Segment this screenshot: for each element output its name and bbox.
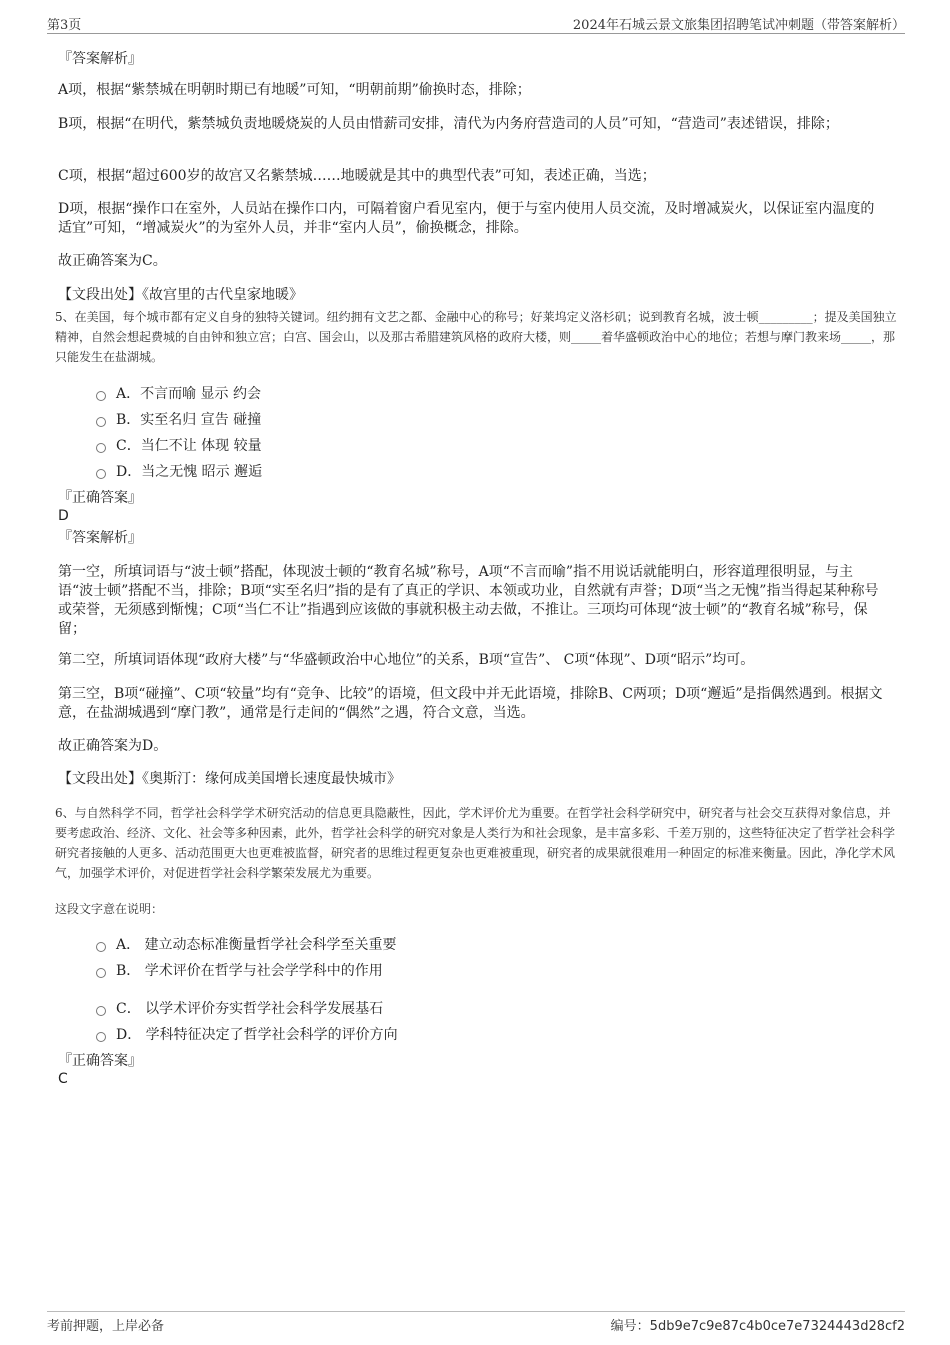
radio-icon[interactable] <box>96 469 106 479</box>
radio-icon[interactable] <box>96 417 106 427</box>
q6-correct-label: 『正确答案』 <box>58 1053 142 1069</box>
q4-analysis-label: 『答案解析』 <box>58 51 142 67</box>
q6-option-b[interactable] <box>96 960 383 980</box>
q5-stem: 5、在美国，每个城市都有定义自身的独特关键词。纽约拥有文艺之都、金融中心的称号；好莱坞定义洛杉矶；说到教育名城，波士顿_________；提及美国独立精神，自然会想起费城的自由钟和独立宫；白宫、国会山，以及那古希腊建筑风格的政府大楼，则_____着华盛顿政治中心的地位；若想与摩门教来场_____，那只能发生在盐湖城。 <box>55 310 897 364</box>
q4-analysis-a: A项，根据“紫禁城在明朝时期已有地暖”可知，“明朝前期”偷换时态，排除； <box>58 82 531 98</box>
q5-option-c[interactable] <box>96 435 262 455</box>
document-id: 编号：5db9e7c9e87c4b0ce7e7324443d28cf2 <box>610 1319 905 1334</box>
q4-analysis-d: D项，根据“操作口在室外，人员站在操作口内，可隔着窗户看见室内，便于与室内使用人员交流，及时增减炭火，以保证室内温度的适宜”可知，“增减炭火”的为室外人员，并非“室内人员”，偷换概念，排除。 <box>58 201 875 236</box>
q5-conclusion: 故正确答案为D。 <box>58 738 168 754</box>
q6-option-d[interactable] <box>96 1024 398 1044</box>
q6-correct-answer: C <box>58 1071 68 1087</box>
q5-analysis-p2: 第二空，所填词语体现“政府大楼”与“华盛顿政治中心地位”的关系，B项“宣告”、 C项“体现”、D项“昭示”均可。 <box>58 652 755 668</box>
header-divider <box>47 33 905 34</box>
q5-source: 【文段出处】《奥斯汀：缘何成美国增长速度最快城市》 <box>58 771 401 787</box>
q4-source: 【文段出处】《故宫里的古代皇家地暖》 <box>58 287 303 303</box>
q5-option-b[interactable] <box>96 409 261 429</box>
q5-analysis-label: 『答案解析』 <box>58 530 142 546</box>
q6-question: 这段文字意在说明： <box>55 902 164 916</box>
q5-analysis-p1: 第一空，所填词语与“波士顿”搭配，体现波士顿的“教育名城”称号，A项“不言而喻”指不用说话就能明白，形容道理很明显，与主语“波士顿”搭配不当，排除；B项“实至名归”指的是有了真正的学识、本领或功业，自然就有声誉；D项“当之无愧”指当得起某种称号或荣誉，无须感到惭愧；C项“当仁不让”指遇到应该做的事就积极主动去做，不推让。三项均可体现“波士顿”的“教育名城”称号，保留； <box>58 564 879 637</box>
radio-icon[interactable] <box>96 1032 106 1042</box>
footer-slogan: 考前押题，上岸必备 <box>47 1319 165 1334</box>
q5-analysis-p3: 第三空，B项“碰撞”、C项“较量”均有“竞争、比较”的语境，但文段中并无此语境，排除B、C两项；D项“邂逅”是指偶然遇到。根据文意，在盐湖城遇到“摩门教”，通常是行走间的“偶然”之遇，符合文意，当选。 <box>58 686 883 721</box>
q5-option-a[interactable] <box>96 383 261 403</box>
q6-option-c[interactable] <box>96 998 383 1018</box>
radio-icon[interactable] <box>96 968 106 978</box>
radio-icon[interactable] <box>96 443 106 453</box>
radio-icon[interactable] <box>96 1006 106 1016</box>
footer-divider <box>47 1311 905 1312</box>
q4-analysis-c: C项，根据“超过600岁的故宫又名紫禁城……地暖就是其中的典型代表”可知，表述正确，当选； <box>58 168 656 184</box>
q5-option-d-label: D．当之无愧 昭示 邂逅 <box>116 464 263 480</box>
q5-option-c-label: C．当仁不让 体现 较量 <box>116 438 262 454</box>
q5-option-b-label: B．实至名归 宣告 碰撞 <box>116 412 262 428</box>
q5-option-d[interactable] <box>96 461 262 481</box>
q6-option-b-label: B． 学术评价在哲学与社会学学科中的作用 <box>116 963 383 979</box>
q6-option-a[interactable] <box>96 934 397 954</box>
q6-stem: 6、与自然科学不同，哲学社会科学学术研究活动的信息更具隐蔽性，因此，学术评价尤为重要。在哲学社会科学研究中，研究者与社会交互获得对象信息，并要考虑政治、经济、文化、社会等多种因素，此外，哲学社会科学的研究对象是人类行为和社会现象，是丰富多彩、千差万别的，这些特征决定了哲学社会科学研究者接触的人更多、活动范围更大也更难被监督，研究者的思维过程更复杂也更难被重现，研究者的成果就很难用一种固定的标准来衡量。因此，净化学术风气，加强学术评价，对促进哲学社会科学繁荣发展尤为重要。 <box>55 806 896 880</box>
radio-icon[interactable] <box>96 942 106 952</box>
radio-icon[interactable] <box>96 391 106 401</box>
q4-analysis-b: B项，根据“在明代，紫禁城负责地暖烧炭的人员由惜薪司安排，清代为内务府营造司的人员”可知，“营造司”表述错误，排除； <box>58 116 839 132</box>
q5-option-a-label: A．不言而喻 显示 约会 <box>116 386 262 402</box>
q4-conclusion: 故正确答案为C。 <box>58 253 167 269</box>
q5-correct-answer: D <box>58 508 69 524</box>
page-number: 第3页 <box>47 18 82 33</box>
q6-option-a-label: A． 建立动态标准衡量哲学社会科学至关重要 <box>116 937 397 953</box>
q6-option-c-label: C． 以学术评价夯实哲学社会科学发展基石 <box>116 1001 384 1017</box>
document-title: 2024年石城云景文旅集团招聘笔试冲刺题（带答案解析） <box>572 18 905 33</box>
q6-option-d-label: D． 学科特征决定了哲学社会科学的评价方向 <box>116 1027 398 1043</box>
q5-correct-label: 『正确答案』 <box>58 490 142 506</box>
